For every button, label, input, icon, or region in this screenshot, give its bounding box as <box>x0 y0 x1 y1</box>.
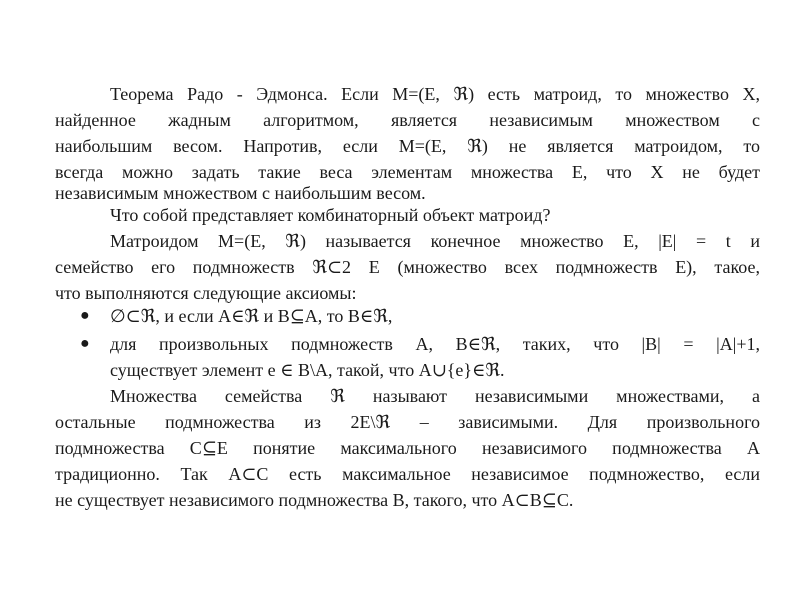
theorem-line-2: найденное жадным алгоритмом, является независимым множеством с <box>55 110 760 130</box>
paragraph-line-1: Множества семейства ℜ называют независимыми множествами, а <box>110 386 760 406</box>
question-line: Что собой представляет комбинаторный объект матроид? <box>110 205 551 225</box>
paragraph-line-5: не существует независимого подмножества B, такого, что A⊂B⊆C. <box>55 490 574 510</box>
axiom-line-2: для произвольных подмножеств A, B∈ℜ, таких, что |B| = |A|+1, <box>110 334 760 354</box>
paragraph-line-2: остальные подмножества из 2E\ℜ – зависимыми. Для произвольного <box>55 412 760 432</box>
axiom-line-1: ∅⊂ℜ, и если A∈ℜ и B⊆A, то B∈ℜ, <box>110 306 393 326</box>
paragraph-line-4: традиционно. Так A⊂C есть максимальное независимое подмножество, если <box>55 464 760 484</box>
theorem-line-5: независимым множеством с наибольшим весом. <box>55 183 426 203</box>
paragraph-line-3: подмножества C⊆E понятие максимального независимого подмножества А <box>55 438 760 458</box>
theorem-line-3: наибольшим весом. Напротив, если M=(E, ℜ) не является матроидом, то <box>55 136 760 156</box>
theorem-line-4: всегда можно задать такие веса элементам множества E, что X не будет <box>55 162 760 182</box>
definition-line-1: Матроидом M=(E, ℜ) называется конечное множество E, |E| = t и <box>110 231 760 251</box>
bullet-marker-1: ● <box>80 307 90 324</box>
axiom-line-3: существует элемент e ∈ B\A, такой, что A∪{e}∈ℜ. <box>110 360 505 380</box>
definition-line-2: семейство его подмножеств ℜ⊂2 E (множество всех подмножеств E), такое, <box>55 257 760 277</box>
definition-line-3: что выполняются следующие аксиомы: <box>55 283 357 303</box>
bullet-marker-2: ● <box>80 335 90 352</box>
theorem-line-1: Теорема Радо - Эдмонса. Если M=(E, ℜ) есть матроид, то множество X, <box>110 84 760 104</box>
